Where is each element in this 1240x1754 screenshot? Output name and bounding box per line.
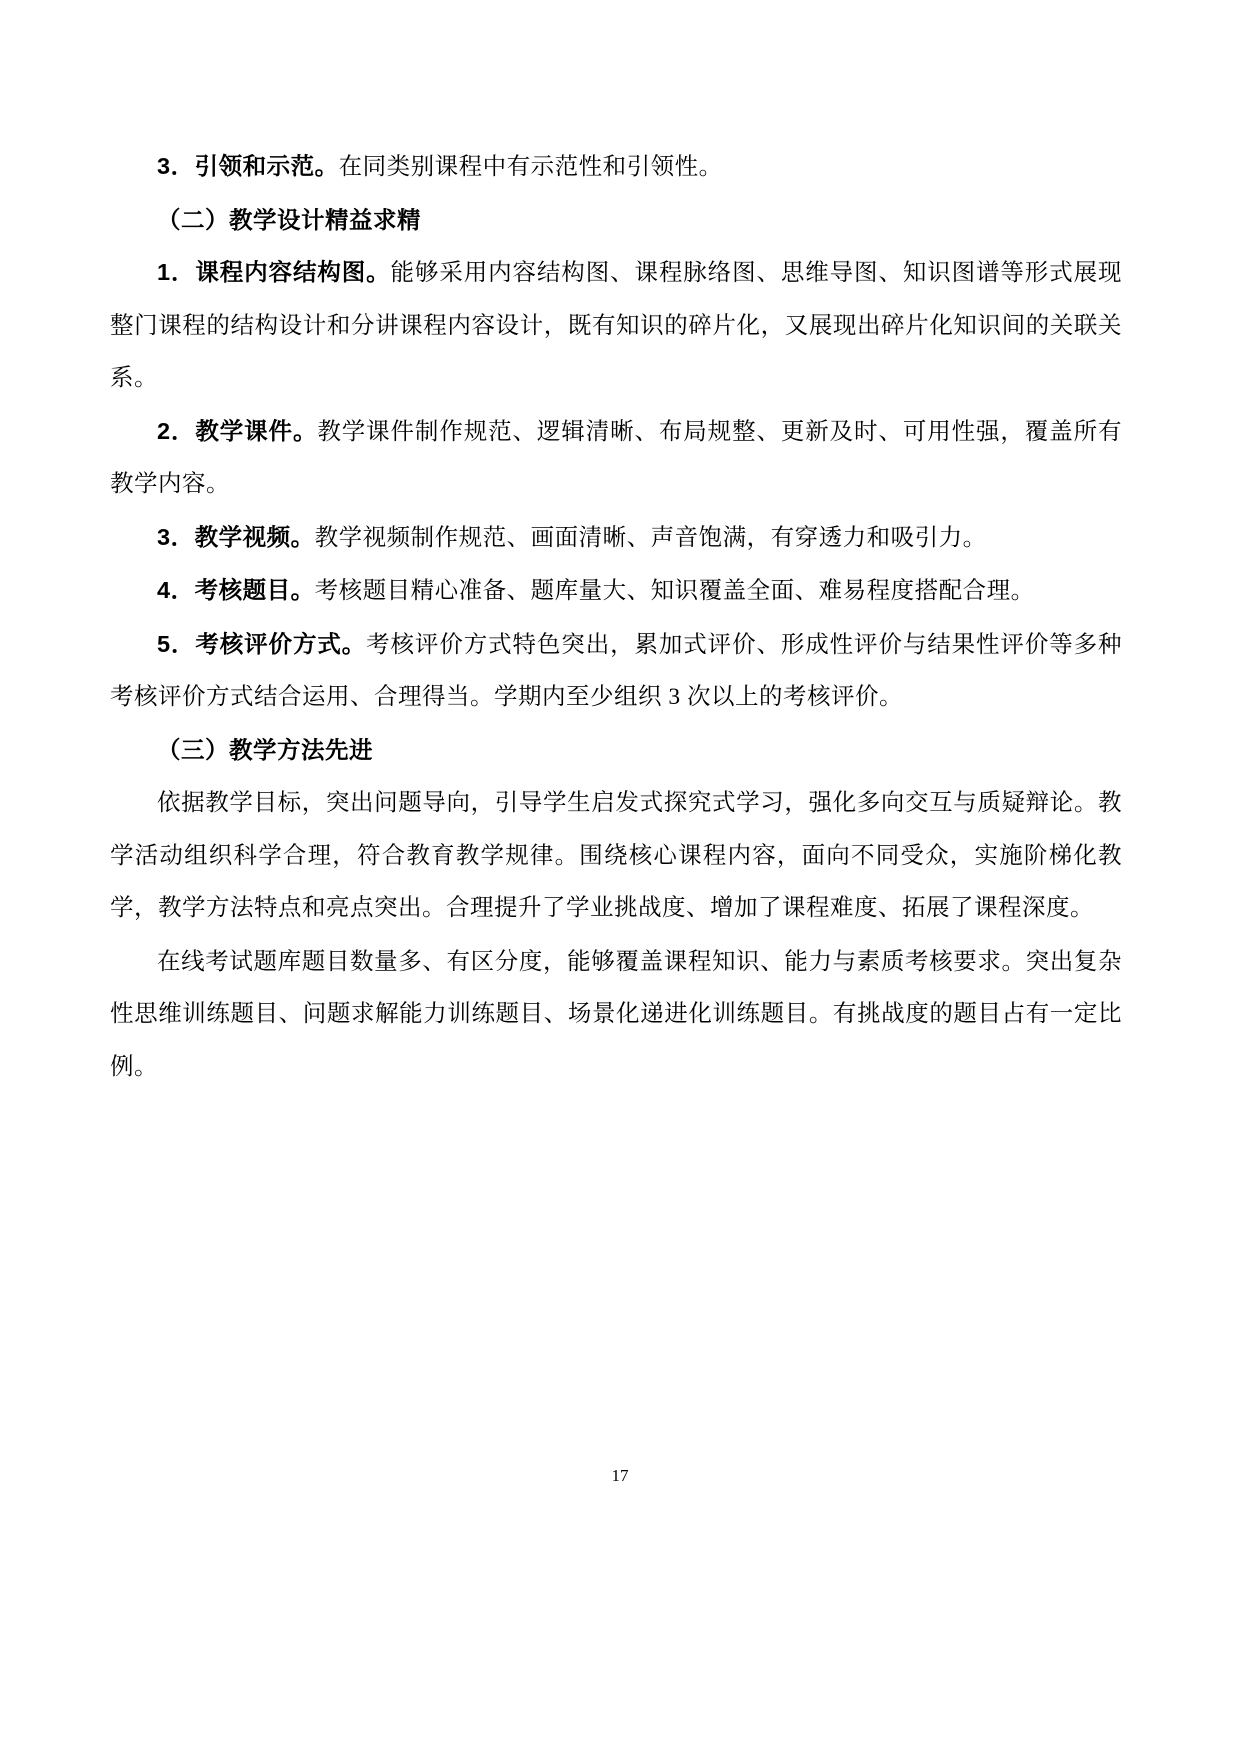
page-content bbox=[110, 140, 1122, 1093]
paragraph bbox=[110, 776, 1122, 935]
section-heading-text: （二）教学设计精益求精 bbox=[157, 206, 421, 233]
paragraph bbox=[110, 935, 1122, 1094]
paragraph bbox=[110, 140, 1122, 194]
paragraph-lead: 4．考核题目。 bbox=[157, 577, 315, 603]
paragraph-lead: 3．引领和示范。 bbox=[157, 153, 339, 179]
paragraph-body: 依据教学目标，突出问题导向，引导学生启发式探究式学习，强化多向交互与质疑辩论。教学活动组织科学合理，符合教育教学规律。围绕核心课程内容，面向不同受众，实施阶梯化教学，教学方法特点和亮点突出。合理提升了学业挑战度、增加了课程难度、拓展了课程深度。 bbox=[110, 790, 1122, 921]
paragraph-body: 在同类别课程中有示范性和引领性。 bbox=[338, 154, 723, 180]
paragraph bbox=[110, 511, 1122, 565]
paragraph-body: 能够采用内容结构图、课程脉络图、思维导图、知识图谱等形式展现整门课程的结构设计和分讲课程内容设计，既有知识的碎片化，又展现出碎片化知识间的关联关系。 bbox=[110, 260, 1122, 391]
paragraph-lead: 2．教学课件。 bbox=[157, 417, 318, 444]
paragraph-body: 在线考试题库题目数量多、有区分度，能够覆盖课程知识、能力与素质考核要求。突出复杂性思维训练题目、问题求解能力训练题目、场景化递进化训练题目。有挑战度的题目占有一定比例。 bbox=[110, 948, 1122, 1080]
page-number: 17 bbox=[611, 1466, 629, 1485]
paragraph bbox=[110, 246, 1122, 405]
paragraph-lead: 3．教学视频。 bbox=[157, 523, 315, 550]
section-heading bbox=[110, 724, 1122, 777]
paragraph-lead: 5．考核评价方式。 bbox=[157, 630, 367, 657]
paragraph-body: 考核评价方式特色突出，累加式评价、形成性评价与结果性评价等多种考核评价方式结合运用、合理得当。学期内至少组织 3 次以上的考核评价。 bbox=[110, 631, 1123, 710]
paragraph bbox=[110, 564, 1122, 618]
paragraph bbox=[110, 618, 1122, 724]
paragraph bbox=[110, 405, 1122, 511]
paragraph-lead: 1．课程内容结构图。 bbox=[157, 259, 391, 285]
paragraph-body: 考核题目精心准备、题库量大、知识覆盖全面、难易程度搭配合理。 bbox=[314, 578, 1035, 604]
section-heading bbox=[110, 194, 1122, 247]
section-heading-text: （三）教学方法先进 bbox=[157, 736, 373, 763]
paragraph-body: 教学视频制作规范、画面清晰、声音饱满，有穿透力和吸引力。 bbox=[314, 524, 987, 551]
paragraph-body: 教学课件制作规范、逻辑清晰、布局规整、更新及时、可用性强，覆盖所有教学内容。 bbox=[110, 418, 1122, 497]
